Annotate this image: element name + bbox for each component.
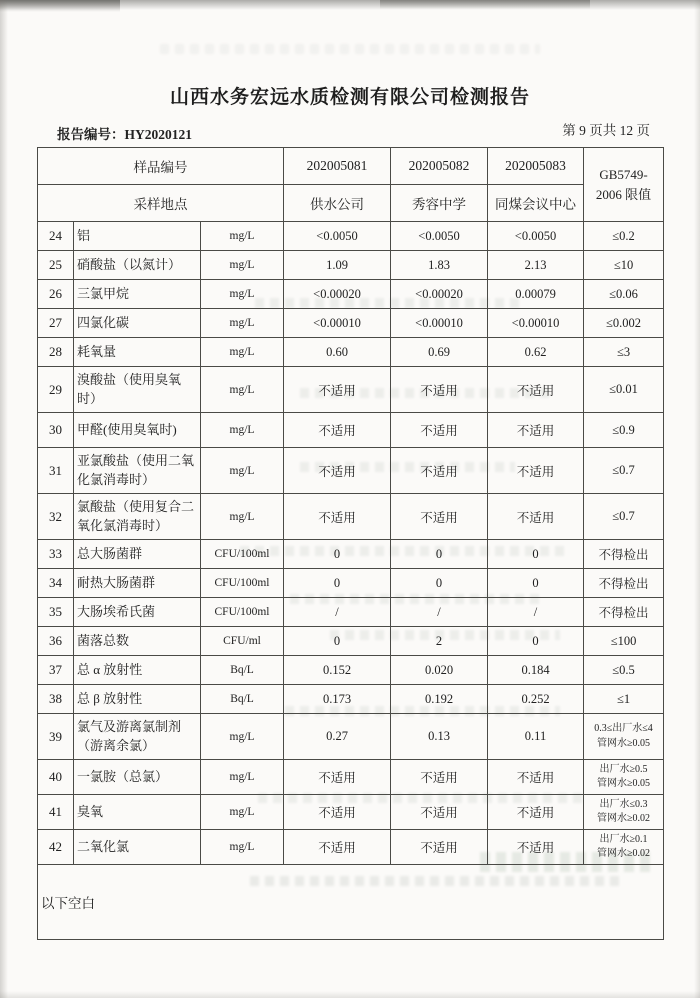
row-number: 27 [38,309,74,338]
table-row [38,714,664,760]
value-sample-3: 不适用 [488,760,584,795]
row-number: 40 [38,760,74,795]
value-sample-1: 不适用 [284,760,391,795]
report-number: 报告编号：HY2020121 [57,127,192,142]
param-name: 铝 [74,222,201,251]
param-name: 一氯胺（总氯） [74,760,201,795]
param-name: 甲醛(使用臭氧时) [74,413,201,448]
page-title: 山西水务宏远水质检测有限公司检测报告 [169,86,530,108]
value-sample-3: 不适用 [488,494,584,540]
table-row [38,795,664,830]
header-row-sample-id [38,148,664,185]
row-number: 33 [38,540,74,569]
value-sample-1: / [284,598,391,627]
scan-edge-left [0,0,8,998]
limit-value: ≤100 [584,627,664,656]
param-name: 溴酸盐（使用臭氧时） [74,367,201,413]
param-name: 硝酸盐（以氮计） [74,251,201,280]
row-number: 31 [38,448,74,494]
value-sample-3: 2.13 [488,251,584,280]
value-sample-2: / [391,598,488,627]
table-row [38,338,664,367]
value-sample-2: 不适用 [391,413,488,448]
value-sample-2: 不适用 [391,795,488,830]
value-sample-2: 不适用 [391,830,488,865]
param-unit: mg/L [201,830,284,865]
table-row [38,685,664,714]
value-sample-2: 0.020 [391,656,488,685]
value-sample-3: 0.00079 [488,280,584,309]
value-sample-1: <0.00010 [284,309,391,338]
value-sample-1: 0.173 [284,685,391,714]
sample-id-label: 样品编号 [38,148,284,185]
table-row [38,656,664,685]
value-sample-1: 0.60 [284,338,391,367]
row-number: 41 [38,795,74,830]
blank-row [38,865,664,940]
param-name: 耐热大肠菌群 [74,569,201,598]
value-sample-3: 0.184 [488,656,584,685]
value-sample-1: 0 [284,627,391,656]
value-sample-2: 0 [391,569,488,598]
value-sample-3: 0 [488,569,584,598]
row-number: 35 [38,598,74,627]
row-number: 29 [38,367,74,413]
row-number: 34 [38,569,74,598]
param-unit: CFU/ml [201,627,284,656]
scan-edge-right [694,0,700,998]
param-unit: mg/L [201,309,284,338]
value-sample-1: 不适用 [284,448,391,494]
value-sample-3: 0.62 [488,338,584,367]
param-name: 亚氯酸盐（使用二氧化氯消毒时） [74,448,201,494]
param-unit: mg/L [201,795,284,830]
value-sample-2: 不适用 [391,448,488,494]
param-unit: mg/L [201,251,284,280]
value-sample-3: 0.252 [488,685,584,714]
param-unit: Bq/L [201,685,284,714]
param-unit: CFU/100ml [201,598,284,627]
row-number: 37 [38,656,74,685]
limit-value: 不得检出 [584,598,664,627]
param-unit: mg/L [201,280,284,309]
table-row [38,448,664,494]
value-sample-2: 1.83 [391,251,488,280]
limit-value: ≤1 [584,685,664,714]
sample-id-2: 202005082 [391,148,488,185]
param-name: 氯气及游离氯制剂（游离余氯） [74,714,201,760]
header-row-location [38,185,664,222]
limit-value: ≤0.2 [584,222,664,251]
value-sample-2: 不适用 [391,367,488,413]
value-sample-3: <0.00010 [488,309,584,338]
row-number: 30 [38,413,74,448]
table-row [38,309,664,338]
limit-value: ≤0.5 [584,656,664,685]
param-unit: CFU/100ml [201,540,284,569]
value-sample-1: 不适用 [284,494,391,540]
value-sample-3: 不适用 [488,830,584,865]
table-row [38,413,664,448]
limit-value: ≤0.7 [584,494,664,540]
param-name: 氯酸盐（使用复合二氧化氯消毒时） [74,494,201,540]
limit-value: ≤0.06 [584,280,664,309]
value-sample-2: 0.192 [391,685,488,714]
limit-value: 不得检出 [584,540,664,569]
value-sample-3: 0.11 [488,714,584,760]
value-sample-2: 0 [391,540,488,569]
row-number: 36 [38,627,74,656]
sample-id-1: 202005081 [284,148,391,185]
value-sample-2: 0.69 [391,338,488,367]
value-sample-1: <0.00020 [284,280,391,309]
table-row [38,540,664,569]
row-number: 24 [38,222,74,251]
blank-note: 以下空白 [38,865,664,940]
param-name: 菌落总数 [74,627,201,656]
scan-edge-top-left [0,0,120,12]
bleedthrough-artifact [160,44,540,54]
results-table [37,147,664,940]
param-unit: Bq/L [201,656,284,685]
limit-column-header [584,148,664,222]
value-sample-1: 0 [284,540,391,569]
sampling-location-label: 采样地点 [38,185,284,222]
value-sample-1: 不适用 [284,367,391,413]
param-name: 总 α 放射性 [74,656,201,685]
value-sample-1: 1.09 [284,251,391,280]
param-unit: mg/L [201,338,284,367]
row-number: 26 [38,280,74,309]
param-unit: mg/L [201,494,284,540]
table-row [38,830,664,865]
param-unit: mg/L [201,367,284,413]
table-row [38,598,664,627]
limit-value: ≤0.002 [584,309,664,338]
sample-location-2: 秀容中学 [391,185,488,222]
table-row [38,494,664,540]
scan-edge-top [0,0,700,10]
value-sample-3: 不适用 [488,795,584,830]
row-number: 32 [38,494,74,540]
param-unit: mg/L [201,448,284,494]
limit-value: ≤0.01 [584,367,664,413]
value-sample-2: 2 [391,627,488,656]
scan-edge-top-middle [380,0,590,9]
table-row [38,760,664,795]
row-number: 38 [38,685,74,714]
limit-header-line2: 2006 限值 [595,186,652,202]
limit-value: ≤10 [584,251,664,280]
value-sample-3: <0.0050 [488,222,584,251]
value-sample-3: 0 [488,627,584,656]
param-unit: mg/L [201,714,284,760]
value-sample-2: 不适用 [391,494,488,540]
param-name: 臭氧 [74,795,201,830]
param-name: 耗氧量 [74,338,201,367]
value-sample-1: 0 [284,569,391,598]
sample-location-1: 供水公司 [284,185,391,222]
param-unit: mg/L [201,222,284,251]
value-sample-2: 0.13 [391,714,488,760]
value-sample-2: <0.0050 [391,222,488,251]
table-row [38,280,664,309]
limit-value: ≤0.9 [584,413,664,448]
limit-value: ≤3 [584,338,664,367]
row-number: 25 [38,251,74,280]
param-name: 四氯化碳 [74,309,201,338]
value-sample-2: 不适用 [391,760,488,795]
value-sample-3: / [488,598,584,627]
value-sample-1: 不适用 [284,413,391,448]
param-unit: mg/L [201,413,284,448]
param-name: 二氧化氯 [74,830,201,865]
table-row [38,569,664,598]
param-name: 总大肠菌群 [74,540,201,569]
row-number: 28 [38,338,74,367]
value-sample-3: 不适用 [488,413,584,448]
limit-value: 出厂水≥0.1 管网水≥0.02 [584,830,664,865]
param-unit: CFU/100ml [201,569,284,598]
value-sample-2: <0.00020 [391,280,488,309]
table-row [38,222,664,251]
limit-value: ≤0.7 [584,448,664,494]
param-unit: mg/L [201,760,284,795]
limit-value: 出厂水≤0.3 管网水≥0.02 [584,795,664,830]
page-indicator: 第 9 页共 12 页 [562,123,650,138]
value-sample-1: 0.152 [284,656,391,685]
value-sample-3: 0 [488,540,584,569]
param-name: 大肠埃希氏菌 [74,598,201,627]
value-sample-3: 不适用 [488,367,584,413]
limit-value: 出厂水≥0.5 管网水≥0.05 [584,760,664,795]
row-number: 42 [38,830,74,865]
limit-value: 0.3≤出厂水≤4 管网水≥0.05 [584,714,664,760]
limit-value: 不得检出 [584,569,664,598]
param-name: 总 β 放射性 [74,685,201,714]
param-name: 三氯甲烷 [74,280,201,309]
table-row [38,251,664,280]
value-sample-2: <0.00010 [391,309,488,338]
results-table-body [38,222,664,865]
scan-edge-bottom [0,991,700,998]
table-row [38,627,664,656]
value-sample-1: 不适用 [284,830,391,865]
value-sample-3: 不适用 [488,448,584,494]
value-sample-1: 不适用 [284,795,391,830]
value-sample-1: <0.0050 [284,222,391,251]
sample-id-3: 202005083 [488,148,584,185]
limit-header-line1: GB5749- [599,167,648,182]
sample-location-3: 同煤会议中心 [488,185,584,222]
row-number: 39 [38,714,74,760]
table-row [38,367,664,413]
value-sample-1: 0.27 [284,714,391,760]
